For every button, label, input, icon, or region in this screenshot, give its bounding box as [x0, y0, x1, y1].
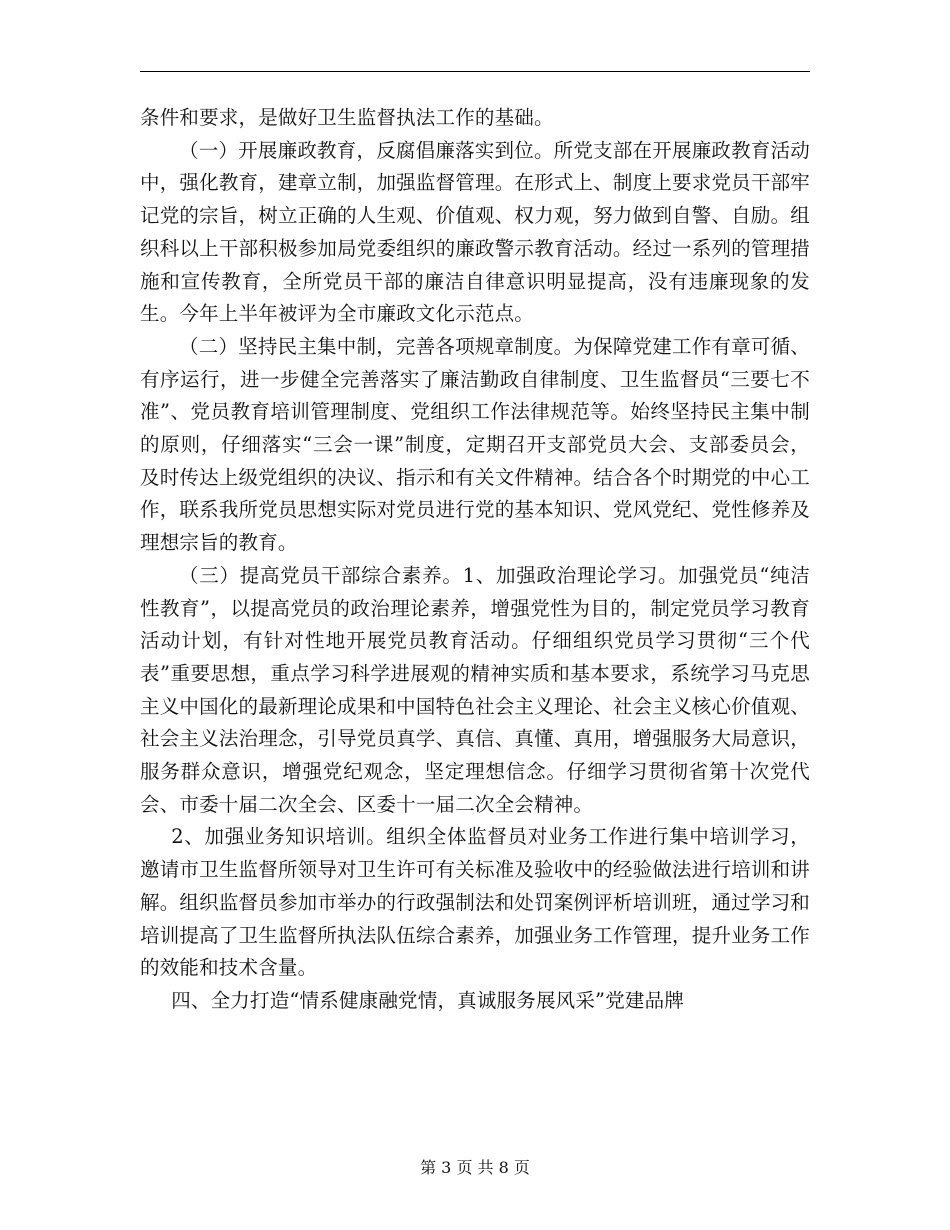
paragraph-continuation: 条件和要求，是做好卫生监督执法工作的基础。 — [140, 106, 554, 129]
paragraph-business-training: 2、加强业务知识培训。组织全体监督员对业务工作进行集中培训学习，邀请市卫生监督所领导对卫生许可有关标准及验收中的经验做法进行培训和讲解。组织监督员参加市举办的行政强制法和处罚案例评析培训班，通过学习和培训提高了卫生监督所执法队伍综合素养，加强业务工作管理，提升业务工作的效能和技术含量。 — [140, 825, 810, 980]
paragraph-democratic-centralism: （二）坚持民主集中制，完善各项规章制度。为保障党建工作有章可循、有序运行，进一步健全完善落实了廉洁勤政自律制度、卫生监督员“三要七不准”、党员教育培训管理制度、党组织工作法律规范等。始终坚持民主集中制的原则，仔细落实“三会一课”制度，定期召开支部党员大会、支部委员会，及时传达上级党组织的决议、指示和有关文件精神。结合各个时期党的中心工作，联系我所党员思想实际对党员进行党的基本知识、党风党纪、党性修养及理想宗旨的教育。 — [140, 334, 810, 555]
header-rule — [140, 71, 810, 72]
paragraph-section-four-heading: 四、全力打造“情系健康融党情，真诚服务展风采”党建品牌 — [171, 988, 685, 1012]
paragraph-comprehensive-quality: （三）提高党员干部综合素养。1、加强政治理论学习。加强党员“纯洁性教育”，以提高党员的政治理论素养，增强党性为目的，制定党员学习教育活动计划，有针对性地开展党员教育活动。仔细组织党员学习贯彻“三个代表”重要思想，重点学习科学进展观的精神实质和基本要求，系统学习马克思主义中国化的最新理论成果和中国特色社会主义理论、社会主义核心价值观、社会主义法治理念，引导党员真学、真信、真懂、真用，增强服务大局意识，服务群众意识，增强党纪观念，坚定理想信念。仔细学习贯彻省第十次党代会、市委十届二次全会、区委十一届二次全会精神。 — [140, 563, 810, 816]
body-text — [140, 102, 810, 1018]
page-number-footer: 第 3 页 共 8 页 — [420, 1158, 530, 1177]
paragraph-integrity-education: （一）开展廉政教育，反腐倡廉落实到位。所党支部在开展廉政教育活动中，强化教育，建章立制，加强监督管理。在形式上、制度上要求党员干部牢记党的宗旨，树立正确的人生观、价值观、权力观，努力做到自警、自励。组织科以上干部积极参加局党委组织的廉政警示教育活动。经过一系列的管理措施和宣传教育，全所党员干部的廉洁自律意识明显提高，没有违廉现象的发生。今年上半年被评为全市廉政文化示范点。 — [140, 138, 810, 326]
